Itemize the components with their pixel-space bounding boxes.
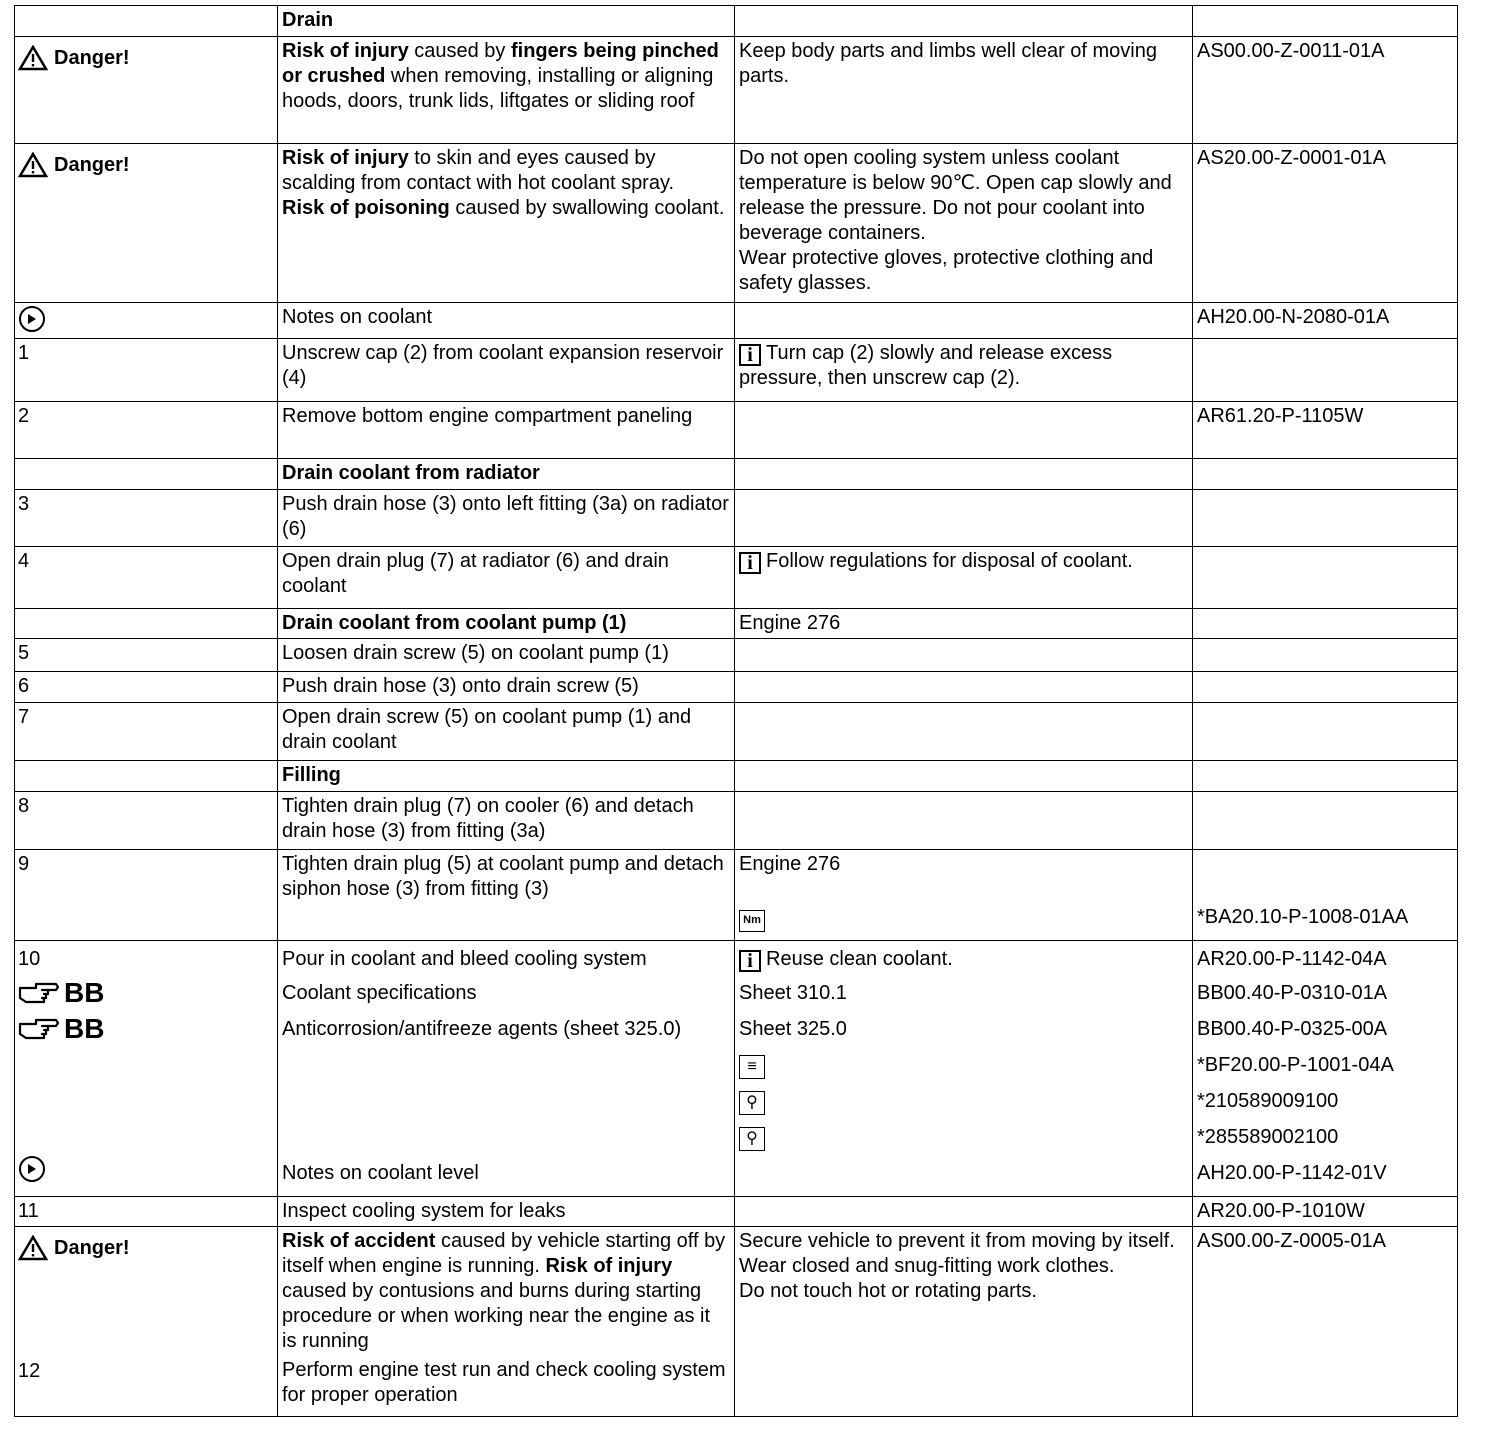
- sheet-label: Sheet 325.0: [739, 1018, 847, 1040]
- step-row: [15, 703, 1458, 761]
- section-title: Filling: [278, 761, 735, 792]
- engine-label: Engine 276: [739, 853, 841, 875]
- step-text: Perform engine test run and check cooling system for proper operation: [282, 1359, 726, 1406]
- step-row: [15, 639, 1458, 672]
- step-text: Push drain hose (3) onto left fitting (3a) on radiator (6): [278, 490, 735, 547]
- note-circle-icon: [18, 1155, 46, 1183]
- step-text: Remove bottom engine compartment paneling: [278, 402, 735, 459]
- reference-link[interactable]: AR20.00-P-1142-04A: [1197, 948, 1387, 970]
- tester-icon: ≡: [739, 1055, 765, 1079]
- bb-text: Coolant specifications: [282, 982, 477, 1004]
- risk-text: Risk of accident caused by vehicle starting off by itself when engine is running. Risk of injury caused by contusions and burns during starting procedure or when working near the engine as it is running: [282, 1230, 726, 1352]
- step-text: Tighten drain plug (7) on cooler (6) and detach drain hose (3) from fitting (3a): [278, 792, 735, 850]
- reference-link[interactable]: BB00.40-P-0310-01A: [1197, 982, 1388, 1004]
- engine-label: Engine 276: [735, 609, 1193, 639]
- reference-link[interactable]: AR61.20-P-1105W: [1193, 402, 1458, 459]
- bb-reference-label: BB: [18, 1011, 273, 1047]
- reference-link[interactable]: AH20.00-N-2080-01A: [1193, 303, 1458, 339]
- step-number: 5: [15, 639, 278, 672]
- reference-link[interactable]: AS00.00-Z-0005-01A: [1193, 1227, 1458, 1417]
- special-tool-icon: ⚲: [739, 1091, 765, 1115]
- step-row: [15, 1197, 1458, 1227]
- step-row: [15, 339, 1458, 402]
- bb-text: Anticorrosion/antifreeze agents (sheet 325.0): [282, 1018, 682, 1040]
- reference-link[interactable]: *210589009100: [1197, 1090, 1339, 1112]
- section-title: Drain coolant from radiator: [278, 459, 735, 490]
- step-text: Tighten drain plug (5) at coolant pump and detach siphon hose (3) from fitting (3): [278, 850, 735, 941]
- special-tool-icon: ⚲: [739, 1127, 765, 1151]
- reference-link[interactable]: AS00.00-Z-0011-01A: [1193, 37, 1458, 144]
- step-text: Unscrew cap (2) from coolant expansion reservoir (4): [278, 339, 735, 402]
- step-row: [15, 672, 1458, 703]
- sheet-label: Sheet 310.1: [739, 982, 847, 1004]
- danger-row: [15, 1227, 1458, 1417]
- step-number: 8: [15, 792, 278, 850]
- danger-row: [15, 144, 1458, 303]
- protective-measure: Do not open cooling system unless coolant temperature is below 90℃. Open cap slowly and release the pressure. Do not pour coolant into beverage containers. Wear protective gloves, protective clothing and safety glasses.: [735, 144, 1193, 303]
- protective-measure: Secure vehicle to prevent it from moving by itself. Wear closed and snug-fitting work clothes. Do not touch hot or rotating parts.: [735, 1227, 1193, 1417]
- info-icon: i: [739, 950, 761, 972]
- reference-link[interactable]: *BF20.00-P-1001-04A: [1197, 1054, 1394, 1076]
- step-number: 1: [15, 339, 278, 402]
- step-note: i Reuse clean coolant.: [739, 943, 1188, 975]
- danger-label: Danger!: [18, 152, 273, 178]
- notes-text: Notes on coolant: [278, 303, 735, 339]
- danger-row: [15, 37, 1458, 144]
- section-drain-radiator: [15, 459, 1458, 490]
- step-row: [15, 792, 1458, 850]
- step-note: i Turn cap (2) slowly and release excess pressure, then unscrew cap (2).: [735, 339, 1193, 402]
- danger-label: Danger!: [18, 1235, 273, 1261]
- warning-triangle-icon: [18, 152, 48, 178]
- step-row: [15, 547, 1458, 609]
- notes-row: [15, 303, 1458, 339]
- reference-link[interactable]: AS20.00-Z-0001-01A: [1193, 144, 1458, 303]
- step-number: 4: [15, 547, 278, 609]
- step-number: 6: [15, 672, 278, 703]
- step-number: 12: [18, 1360, 41, 1382]
- step-number: 2: [15, 402, 278, 459]
- step-row: [15, 490, 1458, 547]
- step-text: Pour in coolant and bleed cooling system: [282, 948, 647, 970]
- reference-link[interactable]: AH20.00-P-1142-01V: [1197, 1162, 1387, 1184]
- section-title: Drain coolant from coolant pump (1): [278, 609, 735, 639]
- note-circle-icon: [18, 305, 46, 333]
- step-text: Loosen drain screw (5) on coolant pump (1): [278, 639, 735, 672]
- reference-link[interactable]: *285589002100: [1197, 1126, 1339, 1148]
- section-filling: [15, 761, 1458, 792]
- step-text: Open drain screw (5) on coolant pump (1) and drain coolant: [278, 703, 735, 761]
- warning-triangle-icon: [18, 1235, 48, 1261]
- step-number: 11: [15, 1197, 278, 1227]
- step-text: Inspect cooling system for leaks: [278, 1197, 735, 1227]
- step-number: 9: [15, 850, 278, 941]
- step-number: 7: [15, 703, 278, 761]
- bb-reference-label: BB: [18, 975, 273, 1011]
- pointing-hand-icon: [18, 1016, 60, 1042]
- step-row: [15, 941, 1458, 1197]
- warning-triangle-icon: [18, 45, 48, 71]
- step-number: 10: [18, 948, 41, 970]
- risk-text: Risk of injury to skin and eyes caused by scalding from contact with hot coolant spray. Risk of poisoning caused by swallowing coolant.: [278, 144, 735, 303]
- step-row: [15, 850, 1458, 941]
- reference-link[interactable]: *BA20.10-P-1008-01AA: [1197, 906, 1409, 928]
- step-text: Open drain plug (7) at radiator (6) and drain coolant: [278, 547, 735, 609]
- section-drain-pump: [15, 609, 1458, 639]
- step-row: [15, 402, 1458, 459]
- section-drain: [15, 6, 1458, 37]
- section-title: Drain: [278, 6, 735, 37]
- reference-link[interactable]: BB00.40-P-0325-00A: [1197, 1018, 1388, 1040]
- reference-link[interactable]: AR20.00-P-1010W: [1193, 1197, 1458, 1227]
- risk-text: Risk of injury caused by fingers being pinched or crushed when removing, installing or aligning hoods, doors, trunk lids, liftgates or sliding roof: [278, 37, 735, 144]
- step-text: Push drain hose (3) onto drain screw (5): [278, 672, 735, 703]
- info-icon: i: [739, 552, 761, 574]
- info-icon: i: [739, 344, 761, 366]
- torque-nm-icon: Nm: [739, 910, 765, 932]
- step-number: 3: [15, 490, 278, 547]
- procedure-table: [14, 5, 1458, 1417]
- pointing-hand-icon: [18, 980, 60, 1006]
- danger-label: Danger!: [18, 45, 273, 71]
- notes-text: Notes on coolant level: [282, 1162, 479, 1184]
- step-note: i Follow regulations for disposal of coolant.: [735, 547, 1193, 609]
- protective-measure: Keep body parts and limbs well clear of moving parts.: [735, 37, 1193, 144]
